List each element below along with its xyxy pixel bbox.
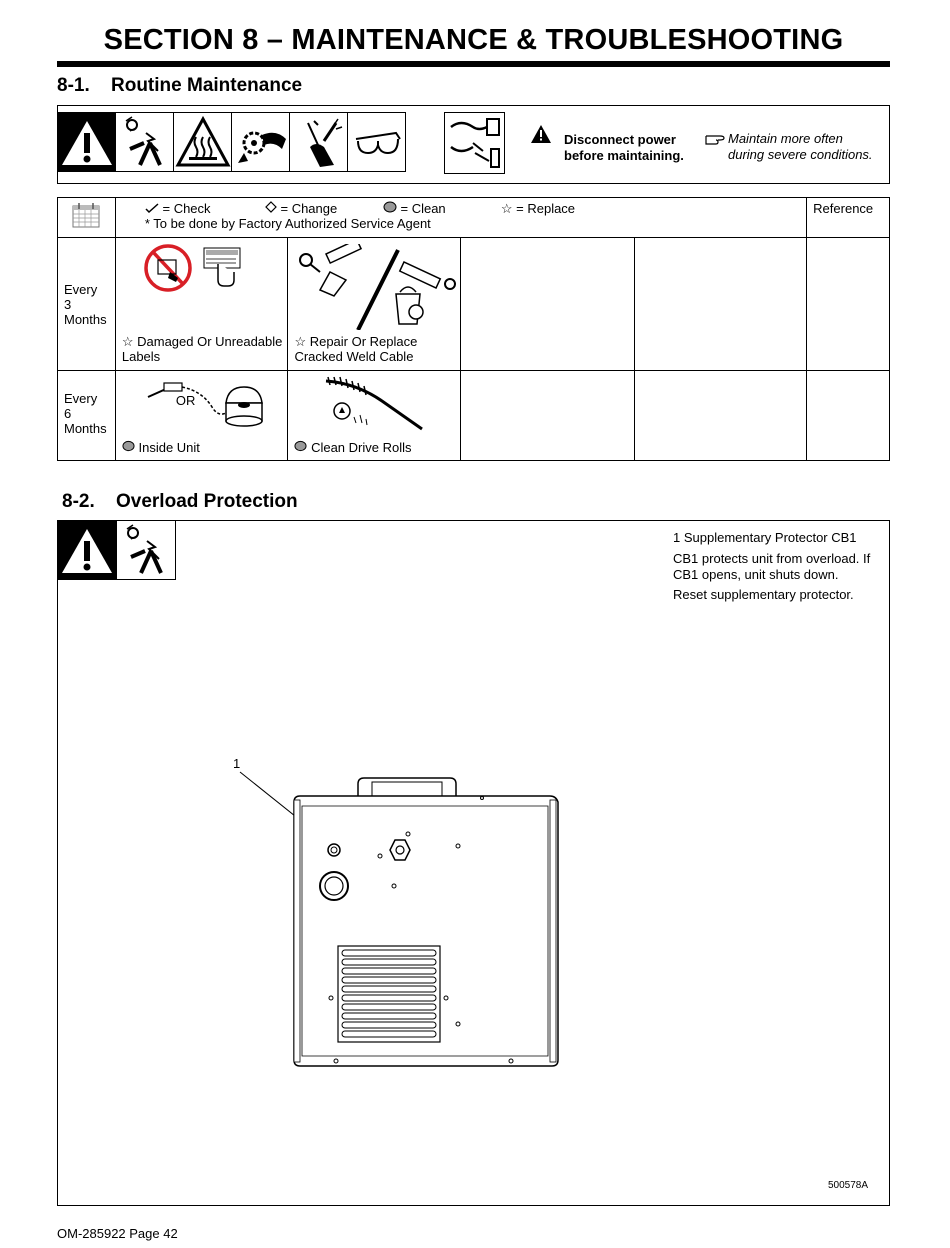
section-8-2-title: Overload Protection bbox=[116, 491, 298, 512]
reference-cell-r2 bbox=[807, 371, 890, 461]
maintenance-tip bbox=[728, 131, 873, 163]
drive-rolls-task-cell bbox=[288, 371, 461, 461]
interval-3-line-1: Every bbox=[64, 282, 98, 297]
reference-header bbox=[807, 198, 890, 238]
welding-hand-icon bbox=[289, 112, 348, 172]
section-8-1-number: 8-1. bbox=[57, 75, 90, 96]
electric-shock-icon bbox=[115, 112, 174, 172]
legend-clean-label: = Clean bbox=[400, 201, 446, 216]
overload-icon-strip bbox=[57, 520, 176, 580]
weld-cable-icon bbox=[296, 244, 456, 330]
warning-triangle-icon bbox=[57, 112, 116, 172]
empty-cell-r1c4 bbox=[461, 238, 635, 371]
rear-panel-drawing bbox=[230, 770, 570, 1100]
legend-replace-label: = Replace bbox=[516, 201, 576, 216]
legend-check-label: = Check bbox=[162, 201, 211, 216]
reset-instruction: Reset supplementary protector. bbox=[673, 587, 854, 602]
legend-check bbox=[145, 201, 211, 216]
unreadable-labels-icon bbox=[144, 242, 244, 294]
supplementary-protector-item: 1 Supplementary Protector CB1 bbox=[673, 530, 857, 545]
legend-change-label: = Change bbox=[280, 201, 338, 216]
cb1-description bbox=[673, 551, 883, 583]
legend-cell bbox=[115, 198, 806, 238]
calendar-cell bbox=[58, 198, 116, 238]
moving-parts-icon bbox=[231, 112, 290, 172]
section-8-1-title: Routine Maintenance bbox=[111, 75, 303, 96]
reference-cell-r1 bbox=[807, 238, 890, 371]
tip-line-1: Maintain more often bbox=[728, 131, 843, 146]
every-6-months-cell bbox=[58, 371, 116, 461]
pointing-hand-icon bbox=[705, 132, 727, 151]
callout-number: 1 bbox=[233, 756, 241, 771]
section-8-2-number: 8-2. bbox=[62, 491, 95, 512]
labels-task-line-1: ☆ Damaged Or Unreadable bbox=[121, 334, 283, 349]
labels-task-line-2: Labels bbox=[121, 349, 161, 364]
legend-replace bbox=[501, 201, 575, 216]
interval-3-line-2: 3 bbox=[64, 297, 72, 312]
inside-unit-task-cell bbox=[115, 371, 288, 461]
warning-triangle-icon bbox=[57, 520, 117, 580]
weld-cable-task-cell bbox=[288, 238, 461, 371]
cb1-description-line-2: CB1 opens, unit shuts down. bbox=[673, 567, 839, 582]
page-title: SECTION 8 – MAINTENANCE & TROUBLESHOOTING bbox=[103, 24, 844, 56]
legend-clean bbox=[383, 201, 446, 216]
drawing-number: 500578A bbox=[828, 1180, 869, 1191]
clean-dot-icon bbox=[122, 440, 135, 452]
empty-cell-r1c5 bbox=[634, 238, 807, 371]
title-rule bbox=[57, 61, 890, 67]
interval-6-line-3: Months bbox=[64, 421, 107, 436]
weld-cable-task-line-1: ☆ Repair Or Replace bbox=[294, 334, 418, 349]
electric-shock-icon bbox=[116, 520, 176, 580]
wire-brush-icon bbox=[324, 375, 424, 433]
hot-surface-icon bbox=[173, 112, 232, 172]
star-icon: ☆ bbox=[500, 201, 513, 216]
section-8-1-heading bbox=[57, 75, 302, 97]
clean-dot-icon bbox=[383, 201, 397, 213]
safety-glasses-icon bbox=[347, 112, 406, 172]
unplug-power-icon bbox=[444, 112, 505, 174]
disconnect-warning bbox=[564, 132, 684, 164]
safety-icon-strip bbox=[57, 112, 406, 174]
page-footer: OM-285922 Page 42 bbox=[57, 1226, 178, 1241]
check-icon bbox=[145, 203, 159, 213]
diamond-icon bbox=[265, 201, 277, 213]
drive-rolls-label: Clean Drive Rolls bbox=[311, 440, 412, 455]
cb1-description-line-1: CB1 protects unit from overload. If bbox=[673, 551, 871, 566]
clean-dot-icon bbox=[294, 440, 307, 452]
tip-line-2: during severe conditions. bbox=[728, 147, 873, 162]
inside-unit-label: Inside Unit bbox=[138, 440, 200, 455]
labels-task-cell bbox=[115, 238, 288, 371]
interval-6-line-2: 6 bbox=[64, 406, 72, 421]
compressed-air-icon bbox=[146, 375, 270, 435]
every-3-months-cell bbox=[58, 238, 116, 371]
or-label: OR bbox=[175, 393, 196, 408]
empty-cell-r2c5 bbox=[634, 371, 807, 461]
calendar-icon bbox=[72, 202, 100, 228]
reference-label: Reference bbox=[813, 201, 874, 216]
maintenance-table bbox=[57, 197, 890, 461]
interval-6-line-1: Every bbox=[64, 391, 98, 406]
weld-cable-task-line-2: Cracked Weld Cable bbox=[294, 349, 414, 364]
warning-line-2: before maintaining. bbox=[564, 148, 684, 163]
interval-3-line-3: Months bbox=[64, 312, 107, 327]
legend-factory-note: * To be done by Factory Authorized Service Agent bbox=[144, 216, 431, 231]
warning-line-1: Disconnect power bbox=[564, 132, 676, 147]
legend-change bbox=[265, 201, 337, 216]
empty-cell-r2c4 bbox=[461, 371, 635, 461]
caution-icon bbox=[531, 125, 551, 148]
section-8-2-heading bbox=[62, 491, 298, 513]
